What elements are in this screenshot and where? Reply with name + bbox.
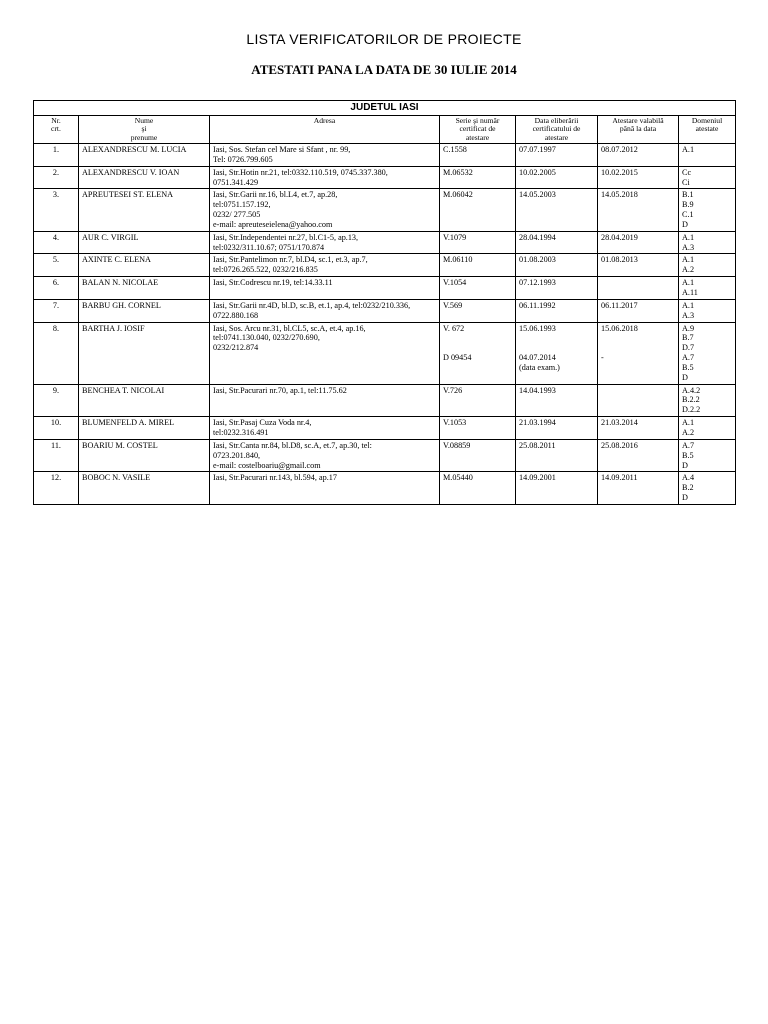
row-number: 6. (34, 277, 79, 300)
table-row (34, 417, 736, 440)
verifier-name: BARTHA J. IOSIF (79, 322, 210, 384)
header-nr: Nr. crt. (34, 116, 79, 144)
verifier-name: AXINTE C. ELENA (79, 254, 210, 277)
certificate-number: V.1054 (440, 277, 516, 300)
header-name: Nume şi prenume (79, 116, 210, 144)
issue-date: 15.06.1993 04.07.2014 (data exam.) (516, 322, 598, 384)
issue-date: 07.07.1997 (516, 144, 598, 167)
table-row (34, 439, 736, 472)
valid-until (598, 384, 679, 417)
row-number: 8. (34, 322, 79, 384)
row-number: 3. (34, 189, 79, 231)
valid-until: 01.08.2013 (598, 254, 679, 277)
row-number: 4. (34, 231, 79, 254)
domains: A.4.2 B.2.2 D.2.2 (679, 384, 736, 417)
domains: B.1 B.9 C.1 D (679, 189, 736, 231)
verifier-name: BENCHEA T. NICOLAI (79, 384, 210, 417)
address: Iasi, Str.Independentei nr.27, bl.C1-5, ap.13, tel:0232/311.10.67; 0751/170.874 (210, 231, 440, 254)
address: Iasi, Str.Pantelimon nr.7, bl.D4, sc.1, et.3, ap.7, tel:0726.265.522, 0232/216.835 (210, 254, 440, 277)
verifier-name: BLUMENFELD A. MIREL (79, 417, 210, 440)
table-row (34, 189, 736, 231)
header-address: Adresa (210, 116, 440, 144)
verifier-name: BARBU GH. CORNEL (79, 299, 210, 322)
domains: A.1 (679, 144, 736, 167)
domains: A.1 A.3 (679, 299, 736, 322)
address: Iasi, Str.Codrescu nr.19, tel:14.33.11 (210, 277, 440, 300)
address: Iasi, Str.Garii nr.16, bl.L4, et.7, ap.28, tel:0751.157.192, 0232/ 277.505 e-mail: apreuteseielena@yahoo.com (210, 189, 440, 231)
verifier-name: ALEXANDRESCU M. LUCIA (79, 144, 210, 167)
valid-until: 06.11.2017 (598, 299, 679, 322)
address: Iasi, Str.Pasaj Cuza Voda nr.4, tel:0232.316.491 (210, 417, 440, 440)
issue-date: 01.08.2003 (516, 254, 598, 277)
certificate-number: V.569 (440, 299, 516, 322)
header-certificate-number: Serie şi număr certificat de atestare (440, 116, 516, 144)
issue-date: 10.02.2005 (516, 166, 598, 189)
domains: A.1 A.3 (679, 231, 736, 254)
document-title: LISTA VERIFICATORILOR DE PROIECTE (246, 31, 522, 47)
section-heading: JUDETUL IASI (34, 101, 736, 116)
verifier-name: BOARIU M. COSTEL (79, 439, 210, 472)
table-row (34, 166, 736, 189)
header-valid-until: Atestare valabilă până la data (598, 116, 679, 144)
row-number: 7. (34, 299, 79, 322)
address: Iasi, Str.Pacurari nr.143, bl.594, ap.17 (210, 472, 440, 505)
verifiers-table-iasi (33, 100, 736, 505)
verifier-name: APREUTESEI ST. ELENA (79, 189, 210, 231)
row-number: 5. (34, 254, 79, 277)
certificate-number: M.06110 (440, 254, 516, 277)
certificate-number: V. 672 D 09454 (440, 322, 516, 384)
table-row (34, 472, 736, 505)
table-row (34, 254, 736, 277)
valid-until: 08.07.2012 (598, 144, 679, 167)
certificate-number: V.726 (440, 384, 516, 417)
verifier-name: AUR C. VIRGIL (79, 231, 210, 254)
valid-until: 21.03.2014 (598, 417, 679, 440)
header-domains: Domeniul atestate (679, 116, 736, 144)
valid-until: 14.05.2018 (598, 189, 679, 231)
address: Iasi, Sos. Stefan cel Mare si Sfant , nr. 99, Tel: 0726.799.605 (210, 144, 440, 167)
table-row (34, 144, 736, 167)
domains: A.1 A.2 (679, 254, 736, 277)
verifier-name: ALEXANDRESCU V. IOAN (79, 166, 210, 189)
issue-date: 14.04.1993 (516, 384, 598, 417)
issue-date: 14.05.2003 (516, 189, 598, 231)
verifier-name: BALAN N. NICOLAE (79, 277, 210, 300)
issue-date: 07.12.1993 (516, 277, 598, 300)
table-row (34, 299, 736, 322)
domains: A.1 A.11 (679, 277, 736, 300)
certificate-number: V.1053 (440, 417, 516, 440)
valid-until: 25.08.2016 (598, 439, 679, 472)
valid-until: 15.06.2018 - (598, 322, 679, 384)
address: Iasi, Str.Pacurari nr.70, ap.1, tel:11.75.62 (210, 384, 440, 417)
row-number: 9. (34, 384, 79, 417)
issue-date: 21.03.1994 (516, 417, 598, 440)
address: Iasi, Sos. Arcu nr.31, bl.CL5, sc.A, et.4, ap.16, tel:0741.130.040, 0232/270.690, 0232/212.874 (210, 322, 440, 384)
certificate-number: M.06532 (440, 166, 516, 189)
valid-until: 28.04.2019 (598, 231, 679, 254)
table-row (34, 384, 736, 417)
domains: A.9 B.7 D.7 A.7 B.5 D (679, 322, 736, 384)
certificate-number: M.05440 (440, 472, 516, 505)
row-number: 10. (34, 417, 79, 440)
certificate-number: C.1558 (440, 144, 516, 167)
issue-date: 06.11.1992 (516, 299, 598, 322)
domains: A.7 B.5 D (679, 439, 736, 472)
table-row (34, 322, 736, 384)
valid-until (598, 277, 679, 300)
certificate-number: M.06042 (440, 189, 516, 231)
address: Iasi, Str.Hotin nr.21, tel:0332.110.519, 0745.337.380, 0751.341.429 (210, 166, 440, 189)
certificate-number: V.08859 (440, 439, 516, 472)
address: Iasi, Str.Garii nr.4D, bl.D, sc.B, et.1, ap.4, tel:0232/210.336, 0722.880.168 (210, 299, 440, 322)
issue-date: 14.09.2001 (516, 472, 598, 505)
valid-until: 14.09.2011 (598, 472, 679, 505)
issue-date: 25.08.2011 (516, 439, 598, 472)
domains: A.4 B.2 D (679, 472, 736, 505)
row-number: 12. (34, 472, 79, 505)
issue-date: 28.04.1994 (516, 231, 598, 254)
row-number: 1. (34, 144, 79, 167)
row-number: 11. (34, 439, 79, 472)
domains: Cc Ci (679, 166, 736, 189)
address: Iasi, Str.Canta nr.84, bl.D8, sc.A, et.7, ap.30, tel: 0723.201.840, e-mail: costelboariu@gmail.com (210, 439, 440, 472)
table-row (34, 277, 736, 300)
document-subtitle: ATESTATI PANA LA DATA DE 30 IULIE 2014 (251, 62, 517, 77)
header-issue-date: Data eliberării certificatului de atestare (516, 116, 598, 144)
certificate-number: V.1079 (440, 231, 516, 254)
valid-until: 10.02.2015 (598, 166, 679, 189)
row-number: 2. (34, 166, 79, 189)
table-row (34, 231, 736, 254)
domains: A.1 A.2 (679, 417, 736, 440)
verifier-name: BOBOC N. VASILE (79, 472, 210, 505)
